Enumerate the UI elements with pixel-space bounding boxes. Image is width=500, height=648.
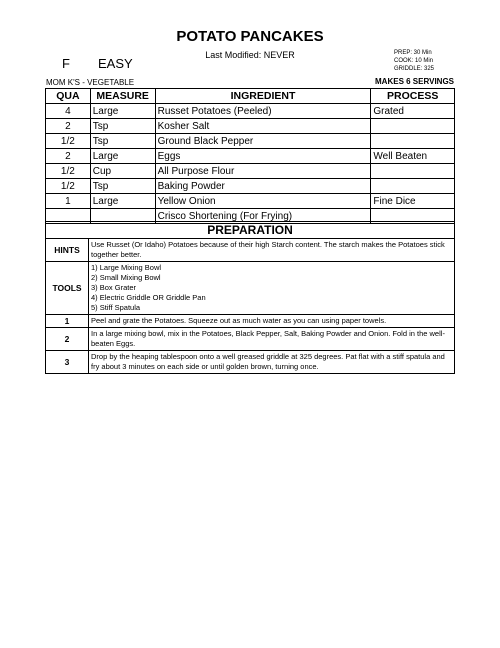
step-text: In a large mixing bowl, mix in the Potatoes, Black Pepper, Salt, Baking Powder and Onion. Fold in the well-beaten Eggs. <box>89 328 455 351</box>
step-text: Drop by the heaping tablespoon onto a well greased griddle at 325 degrees. Pat flat with a stiff spatula and fry about 3 minutes on each side or until golden brown, turning once. <box>89 351 455 374</box>
step-row <box>46 351 455 374</box>
header-measure: MEASURE <box>90 89 155 104</box>
prep-time: PREP: 30 Min <box>394 50 432 56</box>
recipe-times <box>394 49 434 73</box>
ingredient-qty: 2 <box>46 149 91 164</box>
step-number: 2 <box>46 328 89 351</box>
table-row <box>46 149 455 164</box>
tools-row <box>46 262 455 315</box>
recipe-grade: F <box>62 56 70 71</box>
table-row <box>46 179 455 194</box>
ingredient-name: Russet Potatoes (Peeled) <box>155 104 371 119</box>
tool-item: 5) Stiff Spatula <box>91 303 141 312</box>
ingredient-measure: Cup <box>90 164 155 179</box>
tool-item: 2) Small Mixing Bowl <box>91 273 161 282</box>
table-row <box>46 104 455 119</box>
ingredient-process <box>371 164 455 179</box>
ingredient-process <box>371 134 455 149</box>
ingredient-process: Fine Dice <box>371 194 455 209</box>
step-number: 1 <box>46 315 89 328</box>
preparation-header-row <box>46 222 455 239</box>
last-modified: Last Modified: NEVER <box>205 50 295 60</box>
tool-item: 3) Box Grater <box>91 283 137 292</box>
ingredient-process <box>371 119 455 134</box>
header-ingredient: INGREDIENT <box>155 89 371 104</box>
recipe-difficulty: EASY <box>98 56 133 71</box>
table-row <box>46 194 455 209</box>
ingredient-name: Crisco Shortening (For Frying) <box>155 209 371 224</box>
tools-label: TOOLS <box>46 262 89 315</box>
ingredient-process: Well Beaten <box>371 149 455 164</box>
header-quantity: QUA <box>46 89 91 104</box>
ingredient-qty: 1/2 <box>46 134 91 149</box>
ingredient-measure: Tsp <box>90 119 155 134</box>
ingredients-table <box>45 88 455 224</box>
preparation-heading: PREPARATION <box>46 222 455 239</box>
cook-time: COOK: 10 Min <box>394 58 434 64</box>
ingredient-qty: 2 <box>46 119 91 134</box>
preparation-table <box>45 221 455 374</box>
ingredient-name: Baking Powder <box>155 179 371 194</box>
hints-label: HINTS <box>46 239 89 262</box>
step-row <box>46 315 455 328</box>
ingredient-name: Eggs <box>155 149 371 164</box>
ingredient-qty: 4 <box>46 104 91 119</box>
ingredient-process <box>371 179 455 194</box>
ingredient-name: All Purpose Flour <box>155 164 371 179</box>
hints-row <box>46 239 455 262</box>
header-process: PROCESS <box>371 89 455 104</box>
tool-item: 1) Large Mixing Bowl <box>91 263 162 272</box>
ingredient-measure: Large <box>90 149 155 164</box>
ingredient-measure: Large <box>90 104 155 119</box>
step-number: 3 <box>46 351 89 374</box>
table-row <box>46 134 455 149</box>
step-text: Peel and grate the Potatoes. Squeeze out as much water as you can using paper towels. <box>89 315 455 328</box>
ingredient-measure: Large <box>90 194 155 209</box>
recipe-title: POTATO PANCAKES <box>176 28 324 45</box>
ingredient-name: Yellow Onion <box>155 194 371 209</box>
ingredient-name: Kosher Salt <box>155 119 371 134</box>
tools-list <box>89 262 455 315</box>
table-row <box>46 164 455 179</box>
step-row <box>46 328 455 351</box>
ingredient-qty: 1 <box>46 194 91 209</box>
griddle-temp: GRIDDLE: 325 <box>394 66 435 72</box>
ingredient-name: Ground Black Pepper <box>155 134 371 149</box>
ingredient-qty: 1/2 <box>46 179 91 194</box>
tool-item: 4) Electric Griddle OR Griddle Pan <box>91 293 206 302</box>
table-row <box>46 119 455 134</box>
ingredient-process: Grated <box>371 104 455 119</box>
recipe-category: MOM K'S - VEGETABLE <box>46 78 135 87</box>
ingredient-measure: Tsp <box>90 134 155 149</box>
ingredient-measure: Tsp <box>90 179 155 194</box>
hints-text: Use Russet (Or Idaho) Potatoes because of their high Starch content. The starch makes the Potatoes stick together better. <box>89 239 455 262</box>
recipe-servings: MAKES 6 SERVINGS <box>375 77 454 86</box>
ingredient-qty: 1/2 <box>46 164 91 179</box>
ingredients-header-row <box>46 89 455 104</box>
